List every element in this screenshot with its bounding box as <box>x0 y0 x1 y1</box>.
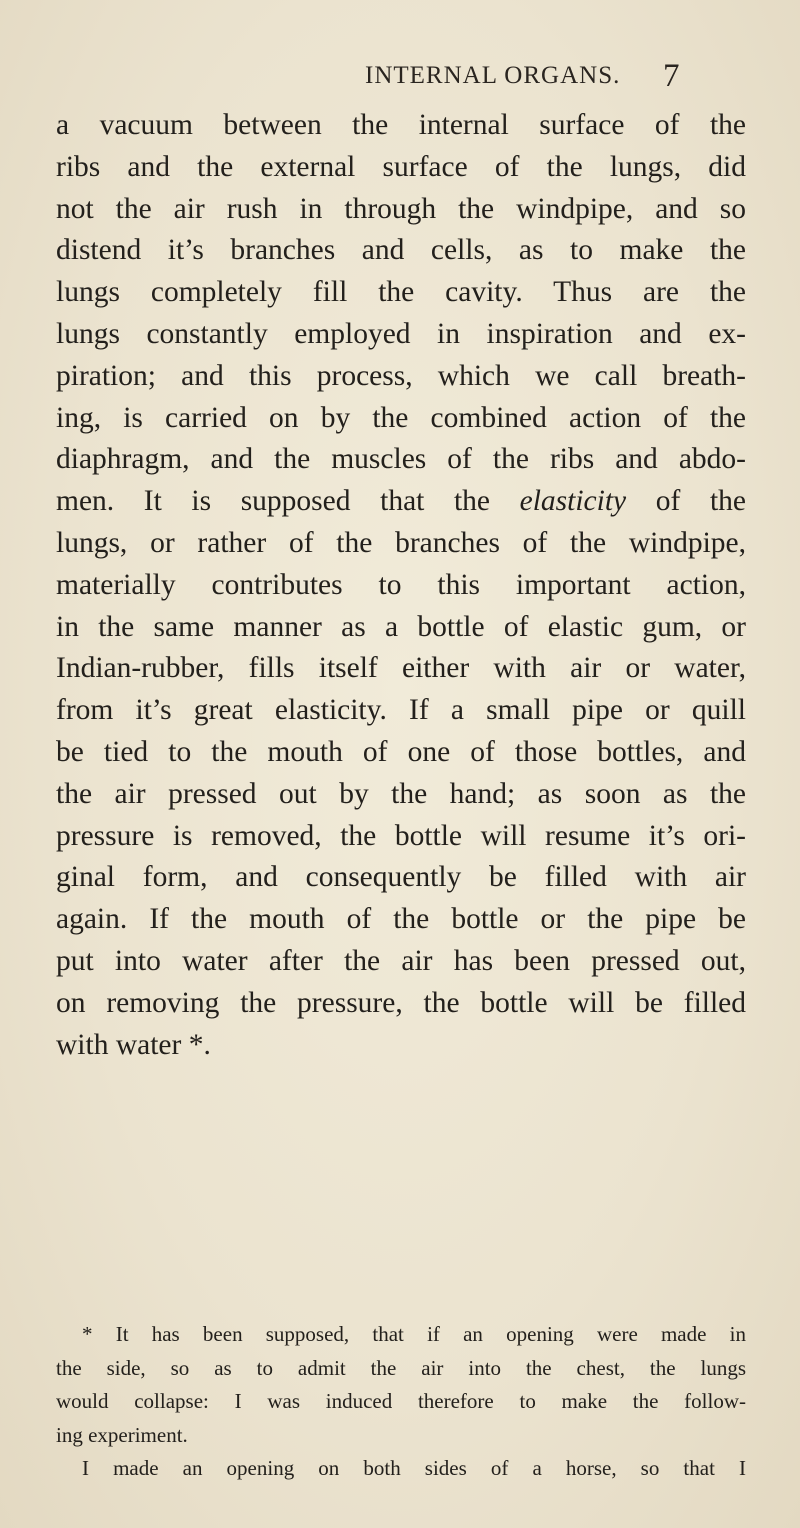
italic-word: elasticity <box>519 485 627 518</box>
text-line-with-italic <box>56 481 746 523</box>
main-text <box>56 105 746 1066</box>
text-line: on removing the pressure, the bottle will be filled <box>56 986 746 1019</box>
text-line: put into water after the air has been pressed out, <box>56 944 746 977</box>
text-line: ginal form, and consequently be filled with air <box>56 861 746 894</box>
text-line: from it’s great elasticity. If a small pipe or quill <box>56 694 746 727</box>
text-segment: of the <box>626 485 746 518</box>
text-line: distend it’s branches and cells, as to make the <box>56 234 746 267</box>
text-segment: men. It is supposed that the <box>56 485 520 518</box>
page-number: 7 <box>663 58 680 94</box>
text-line: diaphragm, and the muscles of the ribs and abdo- <box>56 443 746 476</box>
text-line: not the air rush in through the windpipe, and so <box>56 192 746 225</box>
text-line: Indian-rubber, fills itself either with air or water, <box>56 652 746 685</box>
text-line: be tied to the mouth of one of those bottles, and <box>56 735 746 768</box>
text-line: lungs constantly employed in inspiration and ex- <box>56 317 746 350</box>
text-line: pressure is removed, the bottle will resume it’s ori- <box>56 819 746 852</box>
text-line: again. If the mouth of the bottle or the pipe be <box>56 903 746 936</box>
text-line: a vacuum between the internal surface of the <box>56 109 746 141</box>
running-head-title: INTERNAL ORGANS. <box>365 62 621 89</box>
text-line: with water *. <box>56 1028 211 1061</box>
text-line: ribs and the external surface of the lungs, did <box>56 150 746 183</box>
footnote-line: the side, so as to admit the air into the chest, the lungs <box>56 1355 746 1380</box>
footnote-line: ing experiment. <box>56 1422 188 1447</box>
footnote-line: * It has been supposed, that if an opening were made in <box>82 1322 746 1346</box>
text-line: materially contributes to this important action, <box>56 568 746 601</box>
text-line: piration; and this process, which we call breath- <box>56 359 746 392</box>
footnote <box>56 1318 746 1486</box>
text-line: lungs, or rather of the branches of the windpipe, <box>56 526 746 559</box>
footnote-line: I made an opening on both sides of a horse, so that I <box>82 1456 746 1480</box>
running-head <box>0 58 800 98</box>
text-line: in the same manner as a bottle of elastic gum, or <box>56 610 746 643</box>
footnote-line: would collapse: I was induced therefore to make the follow- <box>56 1389 746 1413</box>
text-line: the air pressed out by the hand; as soon as the <box>56 777 746 810</box>
text-line: lungs completely fill the cavity. Thus are the <box>56 276 746 309</box>
text-line: ing, is carried on by the combined action of the <box>56 401 746 434</box>
